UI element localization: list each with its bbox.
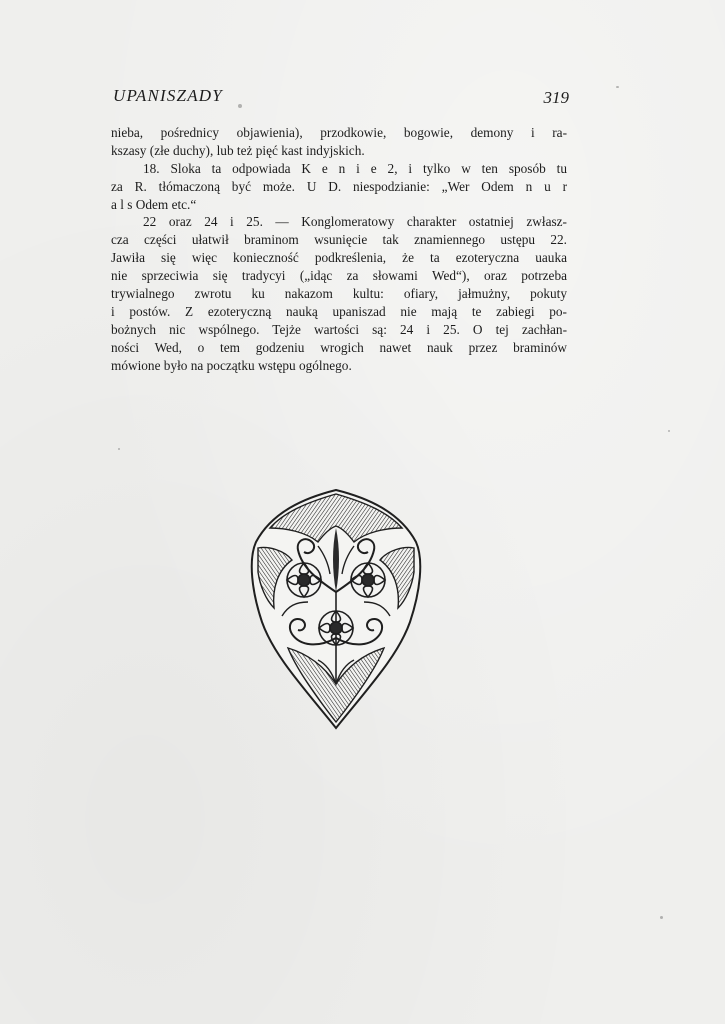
paper-speck [668,430,670,432]
floral-ornament-icon [248,488,424,731]
text-line: i postów. Z ezoteryczną nauką upaniszad nie mają te zabiegi po- [111,303,567,319]
paper-speck [238,104,242,108]
text-line: 22 oraz 24 i 25. — Konglomeratowy charakter ostatniej zwłasz- [143,214,567,230]
body-text [111,124,567,374]
text-line: Jawiła się więc konieczność podkreślenia, że ta ezoteryczna uauka [111,250,567,266]
paper-speck [660,916,663,919]
page-number: 319 [543,88,569,107]
text-line: ności Wed, o tem godzeniu wrogich nawet nauk przez braminów [111,339,567,355]
text-line: kszasy (złe duchy), lub też pięć kast indyjskich. [111,142,365,158]
running-head [113,86,569,108]
paper-speck [616,86,619,88]
text-line: nieba, pośrednicy objawienia), przodkowie, bogowie, demony i ra- [111,125,567,140]
text-line: mówione było na początku wstępu ogólnego. [111,357,352,373]
text-line: nie sprzeciwia się tradycyi („idąc za słowami Wed“), oraz potrzeba [111,268,567,284]
text-line: a l s Odem etc.“ [111,196,197,212]
running-title: UPANISZADY [113,86,223,105]
text-line: cza części ułatwił braminom wsunięcie tak znamiennego ustępu 22. [111,232,567,248]
paper-speck [118,448,120,450]
text-line: trywialnego zwrotu ku nakazom kultu: ofiary, jałmużny, pokuty [111,286,567,302]
text-line: 18. Sloka ta odpowiada K e n i e 2, i tylko w ten sposób tu [143,160,567,176]
text-line: za R. tłómaczoną być może. U D. niespodzianie: „Wer Odem n u r [111,178,567,194]
text-line: bożnych nic wspólnego. Tejże wartości są: 24 i 25. O tej zachłan- [111,321,567,337]
